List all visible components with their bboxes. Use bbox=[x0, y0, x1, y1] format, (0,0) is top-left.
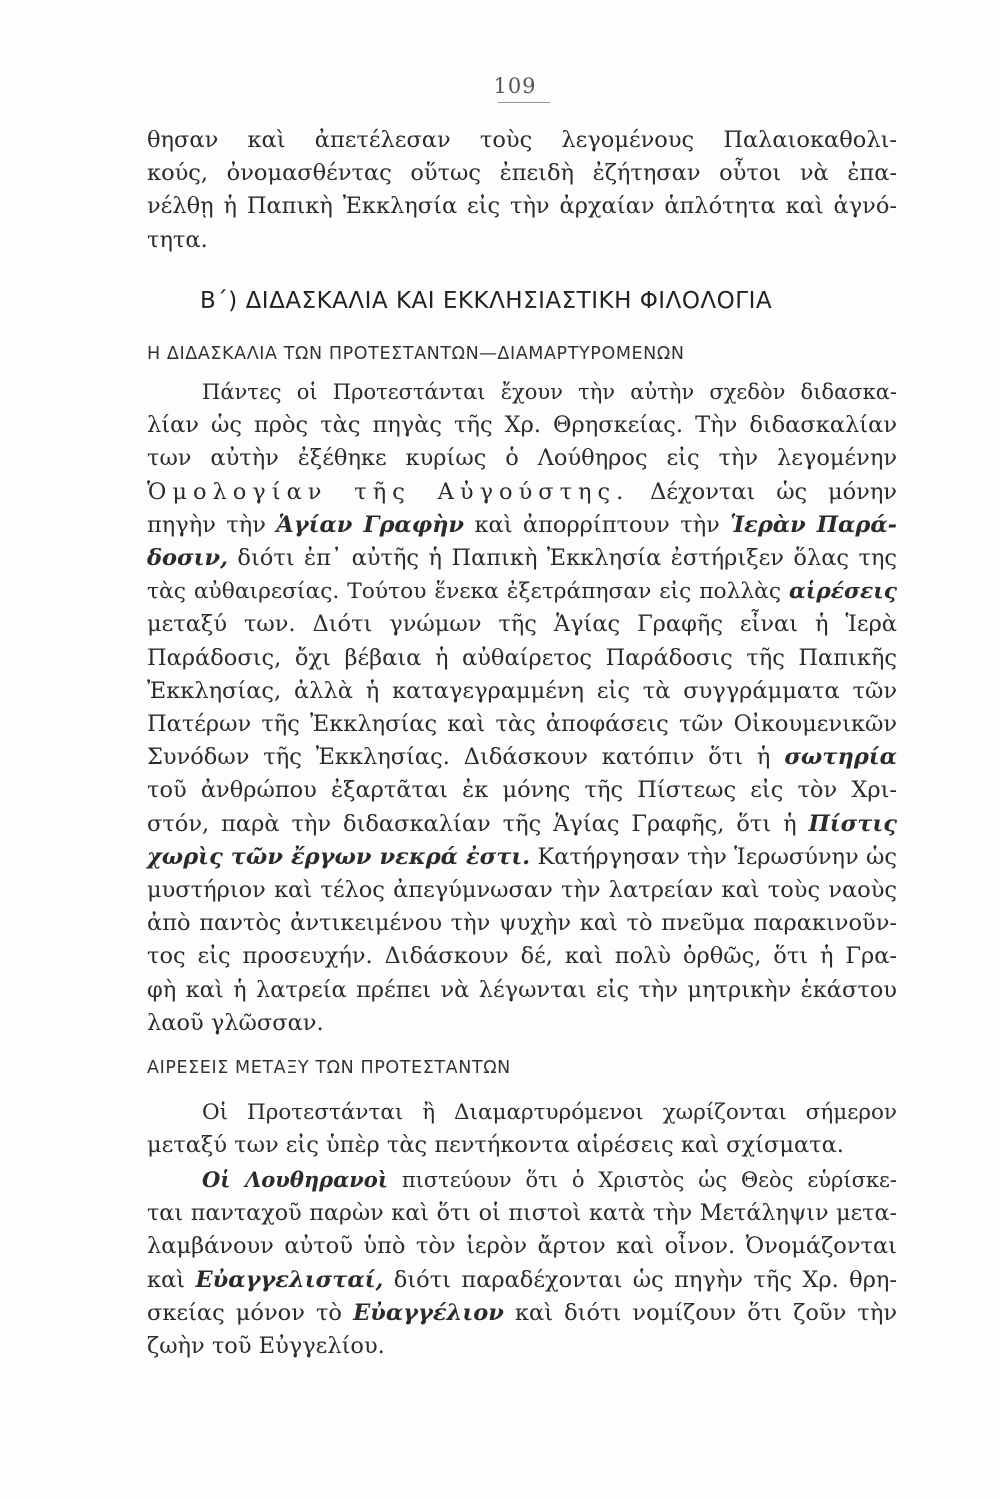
text-line: λαοῦ γλῶσσαν. bbox=[147, 1009, 324, 1036]
text-run: Συνόδων τῆς Ἐκκλησίας. Διδάσκουν κατόπιν ὅτι ἡ bbox=[147, 744, 785, 771]
paragraph-continuation bbox=[147, 124, 897, 257]
text-line: νέλθῃ ἡ Παπικὴ Ἐκκλησία εἰς τὴν ἀρχαίαν ἁπλότητα καὶ ἁγνό- bbox=[147, 193, 897, 220]
text-line: Παράδοσις, ὄχι βέβαια ἡ αὐθαίρετος Παράδοσις τῆς Παπικῆς bbox=[147, 644, 897, 671]
text-line: Οἱ Προτεστάνται ἢ Διαμαρτυρόμενοι χωρίζονται σήμερον bbox=[202, 1100, 897, 1125]
text-run: πιστεύουν ὅτι ὁ Χριστὸς ὡς Θεὸς εὑρίσκε- bbox=[387, 1168, 897, 1192]
subheading-heresies: ΑΙΡΕΣΕΙΣ ΜΕΤΑΞΥ ΤΩΝ ΠΡΟΤΕΣΤΑΝΤΩΝ bbox=[147, 1058, 511, 1078]
text-line: θησαν καὶ ἀπετέλεσαν τοὺς λεγομένους Παλαιοκαθολι- bbox=[147, 127, 897, 153]
page-number: 109 bbox=[493, 74, 537, 98]
emphasis-holy-tradition: Ἱερὰν Παρά- bbox=[730, 511, 897, 538]
text-line bbox=[147, 542, 897, 575]
text-line: Πάντες οἱ Προτεστάνται ἔχουν τὴν αὐτὴν σχεδὸν διδασκα- bbox=[202, 380, 897, 404]
paragraph-lutherans bbox=[147, 1163, 897, 1363]
text-line: μυστήριον καὶ τέλος ἀπεγύμνωσαν τὴν λατρείαν καὶ τοὺς ναοὺς bbox=[147, 877, 897, 904]
text-line bbox=[147, 741, 897, 774]
text-run: καὶ ἀπορρίπτουν τὴν bbox=[464, 511, 731, 538]
section-heading: Β΄) ΔΙΔΑΣΚΑΛΙΑ ΚΑΙ ΕΚΚΛΗΣΙΑΣΤΙΚΗ ΦΙΛΟΛΟΓΙΑ bbox=[200, 288, 773, 314]
text-line: των αὐτὴν ἐξέθηκε κυρίως ὁ Λούθηρος εἰς τὴν λεγομένην bbox=[147, 445, 897, 472]
text-run: τὰς αὐθαιρεσίας. Τούτου ἕνεκα ἐξετράπησαν εἰς πολλὰς bbox=[147, 579, 790, 605]
text-line: τος εἰς προσευχήν. Διδάσκουν δέ, καὶ πολὺ ὀρθῶς, ὅτι ἡ Γρα- bbox=[147, 943, 897, 970]
emphasis-salvation: σωτηρία bbox=[784, 744, 897, 771]
paragraph-heresies-intro bbox=[147, 1096, 897, 1162]
text-line bbox=[147, 808, 897, 841]
text-line bbox=[147, 476, 897, 509]
text-line: τοῦ ἀνθρώπου ἐξαρτᾶται ἐκ μόνης τῆς Πίστεως εἰς τὸν Χρι- bbox=[147, 777, 897, 804]
spaced-term-augsburg-confession: Ὁμολογίαν τῆς Αὐγούστης. bbox=[147, 478, 630, 505]
text-line: τητα. bbox=[147, 226, 208, 253]
text-run: Κατήργησαν τὴν Ἱερωσύνην ὡς bbox=[530, 843, 898, 870]
text-line bbox=[147, 841, 897, 874]
text-line: μεταξύ των. Διότι γνώμων τῆς Ἁγίας Γραφῆς εἶναι ἡ Ἱερὰ bbox=[147, 611, 897, 638]
text-run: στόν, παρὰ τὴν διδασκαλίαν τῆς Ἁγίας Γραφῆς, ὅτι ἡ bbox=[147, 810, 809, 837]
text-line: μεταξύ των εἰς ὑπὲρ τὰς πεντήκοντα αἱρέσεις καὶ σχίσματα. bbox=[147, 1132, 844, 1159]
text-line bbox=[147, 509, 897, 542]
emphasis-gospel: Εὐαγγέλιον bbox=[353, 1299, 504, 1326]
emphasis-holy-scripture: Ἁγίαν Γραφὴν bbox=[276, 511, 465, 538]
text-line: ἀπὸ παντὸς ἀντικειμένου τὴν ψυχὴν καὶ τὸ πνεῦμα παρακινοῦν- bbox=[147, 910, 897, 937]
emphasis-heresies: αἱρέσεις bbox=[789, 579, 897, 605]
text-run: καὶ bbox=[147, 1266, 196, 1293]
text-run: σκείας μόνον τὸ bbox=[147, 1299, 354, 1326]
emphasis-evangelists: Εὐαγγελισταί, bbox=[195, 1266, 384, 1293]
text-line: Πατέρων τῆς Ἐκκλησίας καὶ τὰς ἀποφάσεις τῶν Οἰκουμενικῶν bbox=[147, 711, 897, 738]
subheading-protestant-teaching: Η ΔΙΔΑΣΚΑΛΙΑ ΤΩΝ ΠΡΟΤΕΣΤΑΝΤΩΝ—ΔΙΑΜΑΡΤΥΡΟΜΕΝΩΝ bbox=[147, 344, 685, 364]
text-line bbox=[147, 1297, 897, 1330]
text-line: ζωὴν τοῦ Εὐγγελίου. bbox=[147, 1333, 385, 1360]
text-run: Δέχονται ὡς μόνην bbox=[629, 478, 897, 505]
text-run: διότι ἐπ᾽ αὐτῆς ἡ Παπικὴ Ἐκκλησία ἐστήριξεν ὅλας της bbox=[227, 545, 897, 572]
text-line: Ἐκκλησίας, ἀλλὰ ἡ καταγεγραμμένη εἰς τὰ συγγράμματα τῶν bbox=[147, 677, 897, 704]
text-line bbox=[147, 1264, 897, 1297]
text-run: καὶ διότι νομίζουν ὅτι ζοῦν τὴν bbox=[503, 1299, 897, 1326]
text-line: λαμβάνουν αὐτοῦ ὑπὸ τὸν ἱερὸν ἄρτον καὶ οἶνον. Ὀνομάζονται bbox=[147, 1233, 897, 1260]
text-line: κούς, ὀνομασθέντας οὕτως ἐπειδὴ ἐζήτησαν οὗτοι νὰ ἐπα- bbox=[147, 160, 897, 187]
text-line bbox=[147, 575, 897, 608]
text-line bbox=[147, 1163, 897, 1197]
text-line: ται πανταχοῦ παρὼν καὶ ὅτι οἱ πιστοὶ κατὰ τὴν Μετάληψιν μετα- bbox=[147, 1200, 897, 1227]
emphasis-faith: Πίστις bbox=[808, 810, 897, 837]
emphasis-holy-tradition-end: δοσιν, bbox=[147, 545, 228, 572]
text-line: φὴ καὶ ἡ λατρεία πρέπει νὰ λέγωνται εἰς τὴν μητρικὴν ἑκάστου bbox=[147, 976, 897, 1003]
text-run: πηγὴν τὴν bbox=[147, 511, 277, 538]
text-run: διότι παραδέχονται ὡς πηγὴν τῆς Χρ. θρη- bbox=[383, 1266, 898, 1293]
text-line: λίαν ὡς πρὸς τὰς πηγὰς τῆς Χρ. Θρησκείας. Τὴν διδασκαλίαν bbox=[147, 412, 897, 439]
emphasis-faith-without-works: χωρὶς τῶν ἔργων νεκρά ἐστι. bbox=[147, 843, 531, 870]
page-number-underline bbox=[498, 102, 550, 103]
emphasis-lutherans: Οἱ Λουθηρανοὶ bbox=[202, 1167, 388, 1192]
paragraph-protestant-teaching bbox=[147, 376, 897, 1040]
